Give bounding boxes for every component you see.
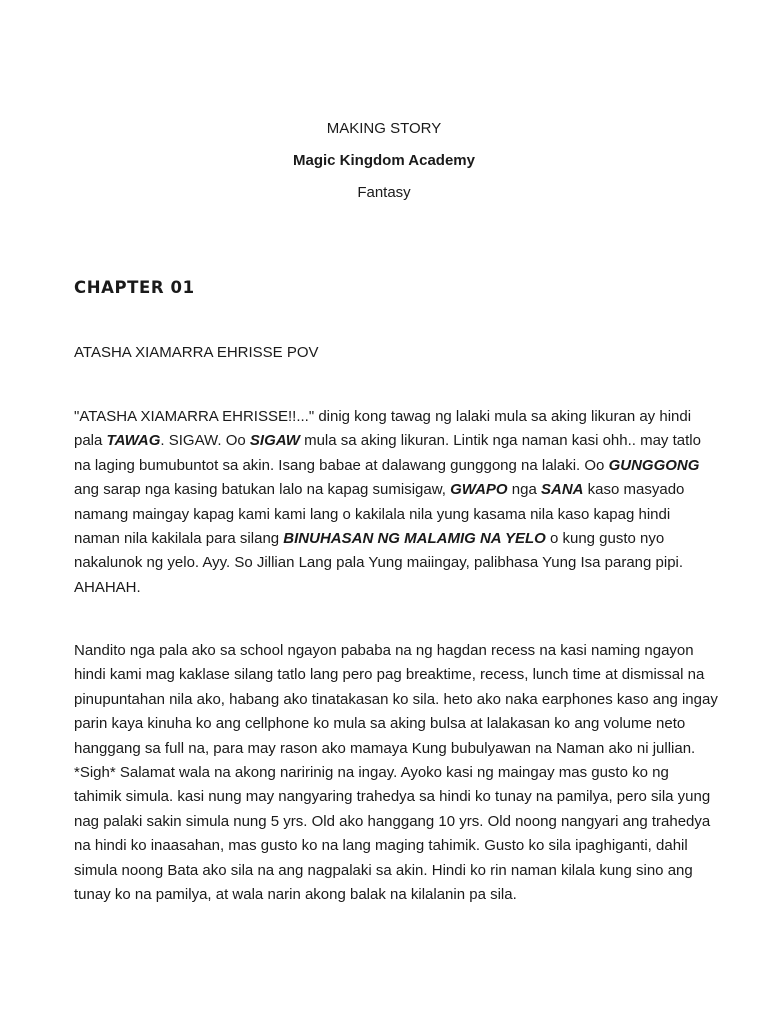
p1-text-3: mula sa aking likuran. Lintik nga naman kasi ohh.. may tatlo na laging bumubuntot sa akin. Isang babae at dalawang gunggong na lalaki. Oo bbox=[74, 432, 701, 474]
p1-text-1: "ATASHA XIAMARRA EHRISSE!!..." dinig kong tawag ng lalaki mula sa aking likuran ay hindi pala bbox=[74, 408, 692, 450]
p1-text-5: nga bbox=[507, 481, 541, 499]
p1-emphasis-gunggong: GUNGGONG bbox=[608, 456, 700, 474]
p1-text-7: o kung gusto nyo nakalunok ng yelo. Ayy. So Jillian Lang pala Yung maiingay, palibhasa Yung Isa parang pipi. AHAHAH. bbox=[74, 530, 684, 596]
story-title: Magic Kingdom Academy bbox=[293, 152, 475, 169]
p1-text-6: kaso masyado namang maingay kapag kami kami lang o kakilala nila yung kasama nila kaso kapag hindi naman nila kakilala para silang bbox=[74, 481, 685, 548]
p1-emphasis-gwapo: GWAPO bbox=[450, 481, 508, 499]
story-genre: Fantasy bbox=[357, 184, 411, 201]
p1-text-4: ang sarap nga kasing batukan lalo na kapag sumisigaw, bbox=[74, 481, 451, 499]
p1-text-2: . SIGAW. Oo bbox=[160, 432, 250, 450]
p1-emphasis-tawag: TAWAG bbox=[106, 432, 161, 450]
p1-emphasis-sana: SANA bbox=[540, 481, 584, 499]
paragraph-1 bbox=[74, 405, 720, 600]
story-subtitle: MAKING STORY bbox=[326, 120, 442, 137]
p1-emphasis-yelo: BINUHASAN NG MALAMIG NA YELO bbox=[283, 530, 546, 548]
pov-line: ATASHA XIAMARRA EHRISSE POV bbox=[74, 344, 319, 361]
p1-emphasis-sigaw: SIGAW bbox=[249, 432, 300, 450]
paragraph-2: Nandito nga pala ako sa school ngayon pababa na ng hagdan recess na kasi naming ngayon hindi kami mag kaklase silang tatlo lang pero pag breaktime, recess, lunch time at dismissal na pinupuntahan nila ako, habang ako tinatakasan ko sila. heto ako naka earphones kaso ang ingay parin kaya kinuha ko ang cellphone ko mula sa aking bulsa at lalakasan ko ang volume neto hanggang sa full na, para may rason ako mamaya Kung bubulyawan na Naman ako ni jullian. *Sigh* Salamat wala na akong naririnig na ingay. Ayoko kasi ng maingay mas gusto ko ng tahimik simula. kasi nung may nangyaring trahedya sa hindi ko tunay na pamilya, pero sila yung nag palaki sakin simula nung 5 yrs. Old ako hanggang 10 yrs. Old noong nangyari ang trahedya na hindi ko inaasahan, mas gusto ko na lang maging tahimik. Gusto ko sila ipaghiganti, dahil simula noong Bata ako sila na ang nagpalaki sa akin. Hindi ko rin naman kilala kung sino ang tunay ko na pamilya, at wala narin akong balak na kilalanin pa sila. bbox=[74, 642, 718, 904]
chapter-heading: CHAPTER 01 bbox=[74, 278, 195, 297]
